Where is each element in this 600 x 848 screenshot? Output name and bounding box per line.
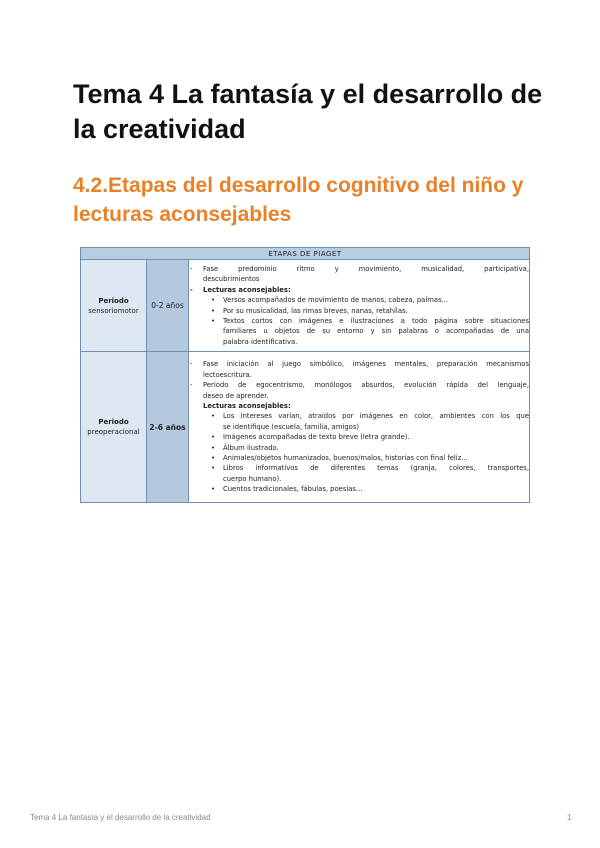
list-item: palabra identificativa.: [223, 337, 298, 346]
period-name-2: preoperacional: [87, 428, 140, 436]
period-cell: [81, 260, 147, 352]
list-item: • Textos cortos con imágenes e ilustraciones a todo página sobre situaciones: [189, 316, 529, 326]
page-title: Tema 4 La fantasía y el desarrollo de la creatividad: [73, 79, 543, 144]
list-item: - Fase iniciación al juego simbólico, imágenes mentales, preparación mecanismos: [189, 359, 529, 369]
content-cell: [189, 352, 530, 503]
list-item: cuerpo humano).: [223, 474, 282, 483]
list-item: • Animales/objetos humanizados, buenos/malos, historias con final feliz...: [189, 453, 529, 463]
list-item: deseo de aprender.: [203, 391, 269, 400]
list-item: familiares u objetos de su entorno y sin palabras o acompañadas de una: [223, 327, 529, 336]
list-item: descubrimientos: [203, 275, 260, 284]
table-row: [81, 260, 530, 352]
piaget-stages-table: [80, 247, 530, 503]
list-item: • Libros informativos de diferentes temas (granja, colores, transportes,: [189, 463, 529, 473]
list-item: • Versos acompañados de movimiento de manos, cabeza, palmas...: [189, 295, 529, 305]
page-number: 1: [567, 813, 572, 822]
period-cell: [81, 352, 147, 503]
table-header-row: [81, 248, 530, 260]
section-heading: 4.2.Etapas del desarrollo cognitivo del niño y lecturas aconsejables: [73, 174, 524, 226]
list-item: - Fase predominio ritmo y movimiento, musicalidad, participativa,: [189, 264, 529, 274]
list-item: • Álbum ilustrado.: [189, 443, 529, 453]
footer-text: Tema 4 La fantasía y el desarrollo de la creatividad: [30, 813, 211, 822]
list-item: • Los intereses varían, atraídos por imágenes en color, ambientes con los que: [189, 411, 529, 421]
list-item: - Periodo de egocentrismo, monólogos absurdos, evolución rápida del lenguaje,: [189, 380, 529, 390]
list-item: se identifique (escuela, familia, amigos): [223, 422, 360, 431]
age-cell: 0-2 años: [147, 260, 189, 352]
list-item: • Por su musicalidad, las rimas breves, nanas, retahílas.: [189, 306, 529, 316]
list-item: • Cuentos tradicionales, fábulas, poesías...: [189, 484, 529, 494]
period-name: Periodo: [98, 418, 129, 426]
content-cell: [189, 260, 530, 352]
list-item: • Imágenes acompañadas de texto breve (letra grande).: [189, 432, 529, 442]
period-name-2: sensoriomotor: [88, 306, 139, 315]
age-cell: 2-6 años: [147, 352, 189, 503]
list-item: - Lecturas aconsejables:: [189, 285, 529, 295]
list-item: lectoescritura.: [203, 370, 252, 379]
list-item: Lecturas aconsejables:: [203, 401, 291, 410]
table-row: [81, 352, 530, 503]
period-name: Periodo: [98, 296, 129, 305]
table-header: ETAPAS DE PIAGET: [81, 248, 530, 260]
